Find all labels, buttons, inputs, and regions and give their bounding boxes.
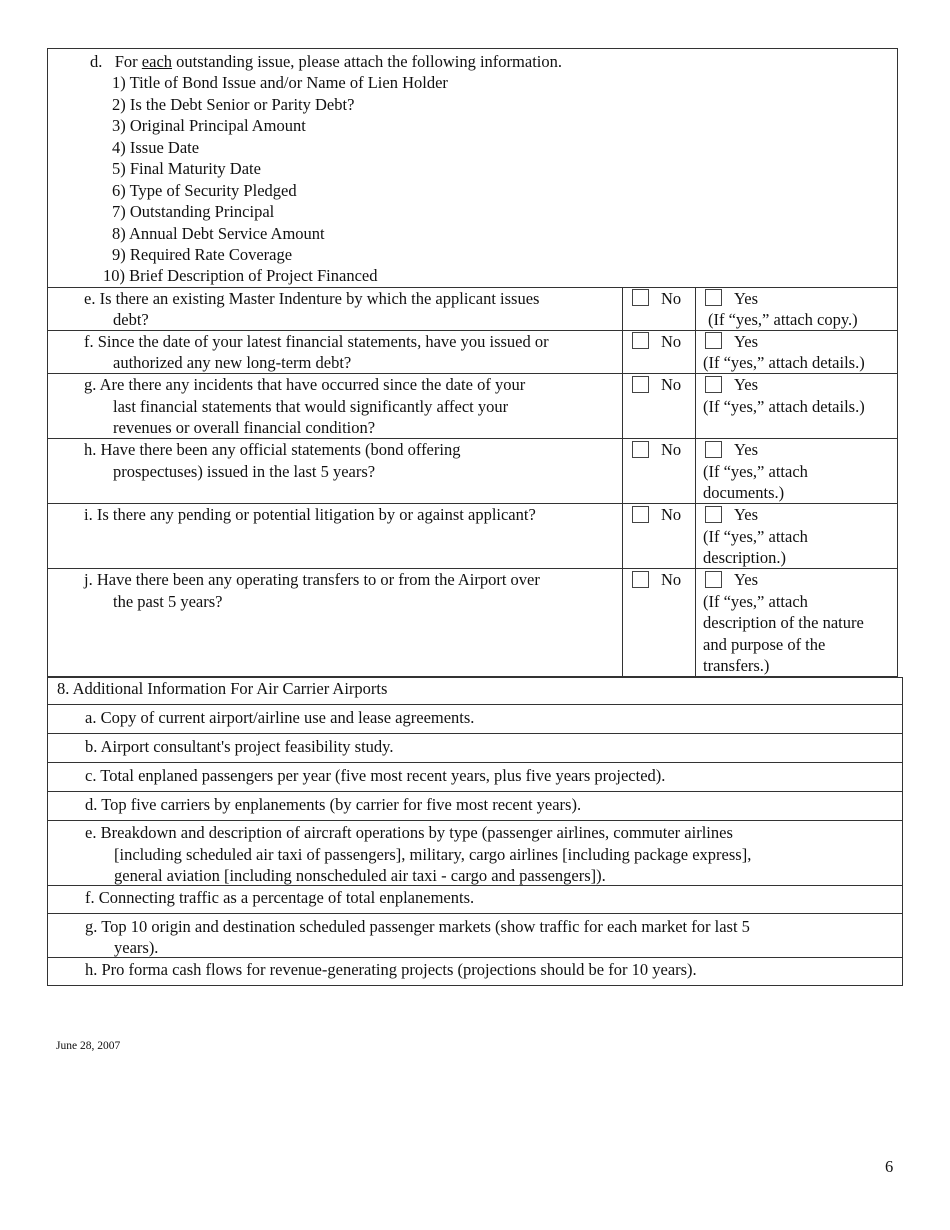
divider: [47, 820, 903, 821]
question-j-yes-note-line-3: and purpose of the: [703, 635, 826, 654]
page-number: 6: [885, 1157, 894, 1176]
question-j-yes-note-line-4: transfers.): [703, 656, 770, 675]
question-h-yes-note-line-2: documents.): [703, 483, 785, 502]
question-e-no-checkbox[interactable]: [632, 289, 649, 306]
item-d-sub-6: 6) Type of Security Pledged: [112, 181, 297, 200]
question-i-yes-note-line-2: description.): [703, 548, 786, 567]
footer-date: June 28, 2007: [56, 1040, 121, 1052]
question-g-line-2: last financial statements that would significantly affect your: [113, 397, 509, 416]
section-8-item-c: c. Total enplaned passengers per year (five most recent years, plus five years projected).: [85, 766, 666, 785]
question-e-yes-label: Yes: [734, 289, 759, 308]
question-j-no-checkbox[interactable]: [632, 571, 649, 588]
question-e-line-2: debt?: [113, 310, 149, 329]
question-f-no-checkbox[interactable]: [632, 332, 649, 349]
divider: [47, 885, 903, 886]
section-8-item-g-line-1: g. Top 10 origin and destination scheduled passenger markets (show traffic for each market for last 5: [85, 917, 750, 936]
section-8-item-b-text: b. Airport consultant's project feasibility study.: [85, 737, 394, 756]
section-8-item-h: h. Pro forma cash flows for revenue-generating projects (projections should be for 10 years).: [85, 960, 697, 979]
question-g-no-label: No: [661, 375, 682, 394]
item-d-sub-3: 3) Original Principal Amount: [112, 116, 306, 135]
question-f-line-2: authorized any new long-term debt?: [113, 353, 352, 372]
question-j-line-1: j. Have there been any operating transfers to or from the Airport over: [84, 570, 540, 589]
question-g-yes-label: Yes: [734, 375, 759, 394]
item-d-post: outstanding issue, please attach the following information.: [176, 52, 562, 71]
question-j-yes-checkbox[interactable]: [705, 571, 722, 588]
divider: [47, 762, 903, 763]
divider: [47, 704, 903, 705]
section-8-item-e-line-2: [including scheduled air taxi of passengers], military, cargo airlines [including package express],: [114, 845, 752, 864]
question-g-yes-checkbox[interactable]: [705, 376, 722, 393]
item-d-sub-5: 5) Final Maturity Date: [112, 159, 261, 178]
section-8-item-a: a. Copy of current airport/airline use and lease agreements.: [85, 708, 475, 727]
item-d-sub-9: 9) Required Rate Coverage: [112, 245, 293, 264]
question-e-yes-note: (If “yes,” attach copy.): [708, 310, 858, 329]
question-h-line-1: h. Have there been any official statements (bond offering: [84, 440, 461, 459]
item-d-sub-10: 10) Brief Description of Project Financed: [103, 266, 378, 285]
section-8-title: 8. Additional Information For Air Carrier Airports: [57, 679, 388, 698]
question-i-no-checkbox[interactable]: [632, 506, 649, 523]
item-d-heading: [90, 51, 562, 73]
question-i-yes-label: Yes: [734, 505, 759, 524]
item-d-sub-1: 1) Title of Bond Issue and/or Name of Lien Holder: [112, 73, 448, 92]
section-8-item-g-line-2: years).: [114, 938, 159, 957]
question-i-yes-note-line-1: (If “yes,” attach: [703, 527, 808, 546]
question-j-yes-note-line-1: (If “yes,” attach: [703, 592, 808, 611]
section-8-item-f: f. Connecting traffic as a percentage of total enplanements.: [85, 888, 475, 907]
question-j-no-label: No: [661, 570, 682, 589]
question-f-line-1: f. Since the date of your latest financial statements, have you issued or: [84, 332, 549, 351]
item-d-pre: For: [114, 52, 138, 71]
item-d-marker: d.: [90, 52, 103, 71]
question-i-line-1: i. Is there any pending or potential litigation by or against applicant?: [84, 505, 536, 524]
question-i-yes-checkbox[interactable]: [705, 506, 722, 523]
question-g-line-1: g. Are there any incidents that have occurred since the date of your: [84, 375, 526, 394]
divider: [47, 913, 903, 914]
divider: [47, 791, 903, 792]
question-i-no-label: No: [661, 505, 682, 524]
question-e-no-label: No: [661, 289, 682, 308]
divider: [47, 957, 903, 958]
divider: [47, 733, 903, 734]
item-d-emphasis: each: [141, 52, 173, 71]
question-h-no-label: No: [661, 440, 682, 459]
question-e-yes-checkbox[interactable]: [705, 289, 722, 306]
question-h-no-checkbox[interactable]: [632, 441, 649, 458]
question-e-line-1: e. Is there an existing Master Indenture by which the applicant issues: [84, 289, 540, 308]
question-g-yes-note: (If “yes,” attach details.): [703, 397, 865, 416]
item-d-sub-8: 8) Annual Debt Service Amount: [112, 224, 325, 243]
question-h-yes-checkbox[interactable]: [705, 441, 722, 458]
column-divider: [695, 287, 696, 677]
question-h-yes-note-line-1: (If “yes,” attach: [703, 462, 808, 481]
question-j-yes-note-line-2: description of the nature: [703, 613, 864, 632]
question-f-yes-note: (If “yes,” attach details.): [703, 353, 865, 372]
question-f-no-label: No: [661, 332, 682, 351]
item-d-sub-2: 2) Is the Debt Senior or Parity Debt?: [112, 95, 355, 114]
column-divider: [622, 287, 623, 677]
item-d-sub-4: 4) Issue Date: [112, 138, 200, 157]
question-j-yes-label: Yes: [734, 570, 759, 589]
section-8-item-b: [85, 736, 393, 758]
question-g-no-checkbox[interactable]: [632, 376, 649, 393]
item-d-sub-7: 7) Outstanding Principal: [112, 202, 275, 221]
question-j-line-2: the past 5 years?: [113, 592, 223, 611]
question-h-yes-label: Yes: [734, 440, 759, 459]
section-8-item-e-line-1: e. Breakdown and description of aircraft operations by type (passenger airlines, commuter airlines: [85, 823, 733, 842]
question-h-line-2: prospectuses) issued in the last 5 years?: [113, 462, 376, 481]
section-8-item-d: d. Top five carriers by enplanements (by carrier for five most recent years).: [85, 795, 582, 814]
question-f-yes-label: Yes: [734, 332, 759, 351]
section-8-item-e-line-3: general aviation [including nonscheduled air taxi - cargo and passengers]).: [114, 866, 606, 885]
question-g-line-3: revenues or overall financial condition?: [113, 418, 376, 437]
question-f-yes-checkbox[interactable]: [705, 332, 722, 349]
